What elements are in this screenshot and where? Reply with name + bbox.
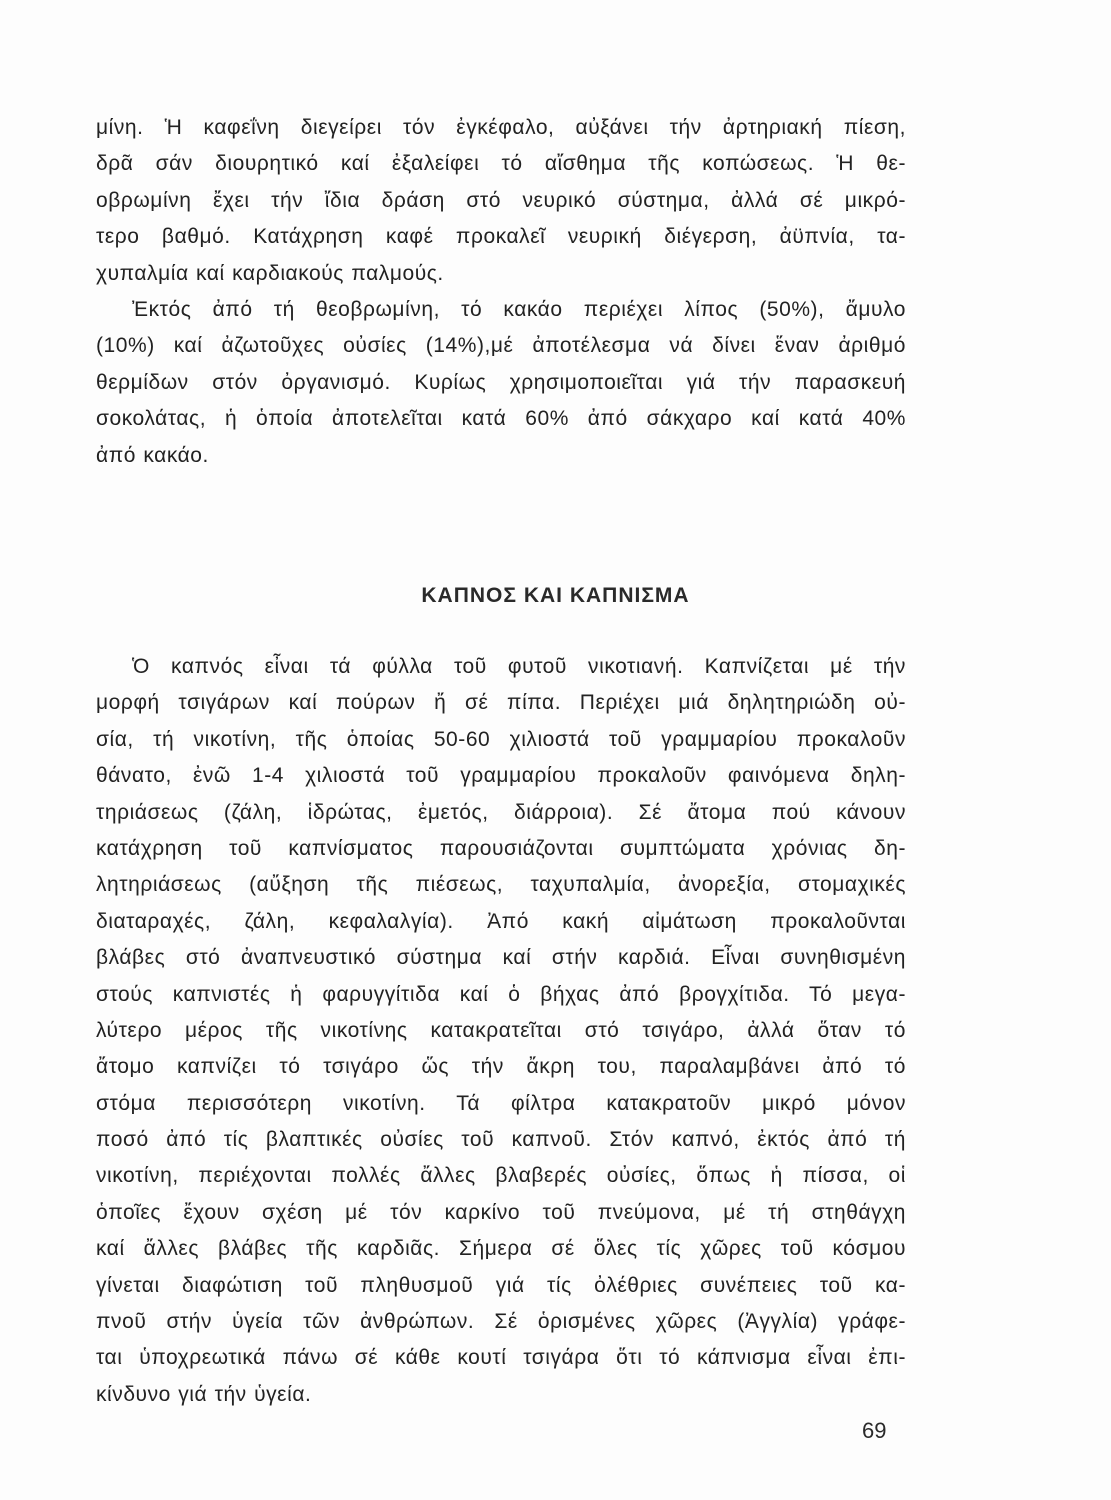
text-line: Ἐκτός ἀπό τή θεοβρωμίνη, τό κακάο περιέχει λίπος (50%), ἄμυλο (132, 297, 906, 321)
text-line: Ὁ καπνός εἶναι τά φύλλα τοῦ φυτοῦ νικοτιανή. Καπνίζεται μέ τήν (132, 655, 906, 678)
text-line: γίνεται διαφώτιση τοῦ πληθυσμοῦ γιά τίς ὀλέθριες συνέπειες τοῦ κα- (96, 1273, 906, 1297)
text-line: μίνη. Ἡ καφεΐνη διεγείρει τόν ἐγκέφαλο, αὐξάνει τήν ἀρτηριακή πίεση, (96, 116, 906, 139)
text-line: κατάχρηση τοῦ καπνίσματος παρουσιάζονται συμπτώματα χρόνιας δη- (96, 836, 906, 860)
text-line: ται ὑποχρεωτικά πάνω σέ κάθε κουτί τσιγάρα ὅτι τό κάπνισμα εἶναι ἐπι- (96, 1346, 906, 1370)
text-line: νικοτίνη, περιέχονται πολλές ἄλλες βλαβερές οὐσίες, ὅπως ἡ πίσσα, οἱ (96, 1164, 906, 1188)
text-line: λητηριάσεως (αὔξηση τῆς πιέσεως, ταχυπαλμία, ἀνορεξία, στομαχικές (96, 873, 906, 897)
section-text-block (96, 649, 906, 1413)
text-line: βλάβες στό ἀναπνευστικό σύστημα καί στήν καρδιά. Εἶναι συνηθισμένη (96, 946, 906, 970)
text-line: διαταραχές, ζάλη, κεφαλαλγία). Ἀπό κακή αἰμάτωση προκαλοῦνται (96, 909, 906, 933)
text-line: καί ἄλλες βλάβες τῆς καρδιᾶς. Σήμερα σέ ὅλες τίς χῶρες τοῦ κόσμου (96, 1237, 906, 1261)
text-line: δρᾶ σάν διουρητικό καί ἐξαλείφει τό αἴσθημα τῆς κοπώσεως. Ἡ θε- (96, 152, 906, 176)
text-line: θάνατο, ἐνῶ 1-4 χιλιοστά τοῦ γραμμαρίου προκαλοῦν φαινόμενα δηλη- (96, 764, 906, 788)
text-line: κίνδυνο γιά τήν ὑγεία. (96, 1382, 312, 1406)
section-heading: ΚΑΠΝΟΣ ΚΑΙ ΚΑΠΝΙΣΜΑ (421, 584, 690, 607)
text-line: στούς καπνιστές ἡ φαρυγγίτιδα καί ὁ βήχας ἀπό βρογχίτιδα. Τό μεγα- (96, 982, 906, 1006)
text-line: ποσό ἀπό τίς βλαπτικές οὐσίες τοῦ καπνοῦ. Στόν καπνό, ἐκτός ἀπό τή (96, 1128, 906, 1152)
text-line: οβρωμίνη ἔχει τήν ἴδια δράση στό νευρικό σύστημα, ἀλλά σέ μικρό- (96, 188, 906, 212)
text-line: λύτερο μέρος τῆς νικοτίνης κατακρατεῖται στό τσιγάρο, ἀλλά ὅταν τό (96, 1018, 906, 1042)
text-line: τερο βαθμό. Κατάχρηση καφέ προκαλεῖ νευρική διέγερση, ἀϋπνία, τα- (96, 225, 906, 249)
text-line: σοκολάτας, ἡ ὁποία ἀποτελεῖται κατά 60% ἀπό σάκχαρο καί κατά 40% (96, 407, 906, 431)
text-line: τηριάσεως (ζάλη, ἱδρώτας, ἐμετός, διάρροια). Σέ ἄτομα πού κάνουν (96, 800, 906, 824)
text-line: ὁποῖες ἔχουν σχέση μέ τόν καρκίνο τοῦ πνεύμονα, μέ τή στηθάγχη (96, 1200, 906, 1224)
text-line: θερμίδων στόν ὀργανισμό. Κυρίως χρησιμοποιεῖται γιά τήν παρασκευή (96, 370, 906, 394)
text-line: πνοῦ στήν ὑγεία τῶν ἀνθρώπων. Σέ ὁρισμένες χῶρες (Ἀγγλία) γράφε- (96, 1310, 906, 1334)
text-line: στόμα περισσότερη νικοτίνη. Τά φίλτρα κατακρατοῦν μικρό μόνον (96, 1091, 906, 1115)
top-text-block (96, 110, 906, 474)
text-line: ἀπό κακάο. (96, 443, 209, 467)
text-line: (10%) καί ἀζωτοῦχες οὐσίες (14%),μέ ἀποτέλεσμα νά δίνει ἕναν ἀριθμό (96, 334, 906, 358)
text-line: χυπαλμία καί καρδιακούς παλμούς. (96, 261, 444, 285)
text-line: μορφή τσιγάρων καί πούρων ἤ σέ πίπα. Περιέχει μιά δηλητηριώδη οὐ- (96, 691, 906, 715)
text-line: ἄτομο καπνίζει τό τσιγάρο ὥς τήν ἄκρη του, παραλαμβάνει ἀπό τό (96, 1055, 906, 1079)
page-number: 69 (862, 1418, 887, 1443)
text-line: σία, τή νικοτίνη, τῆς ὁποίας 50-60 χιλιοστά τοῦ γραμμαρίου προκαλοῦν (96, 727, 906, 751)
